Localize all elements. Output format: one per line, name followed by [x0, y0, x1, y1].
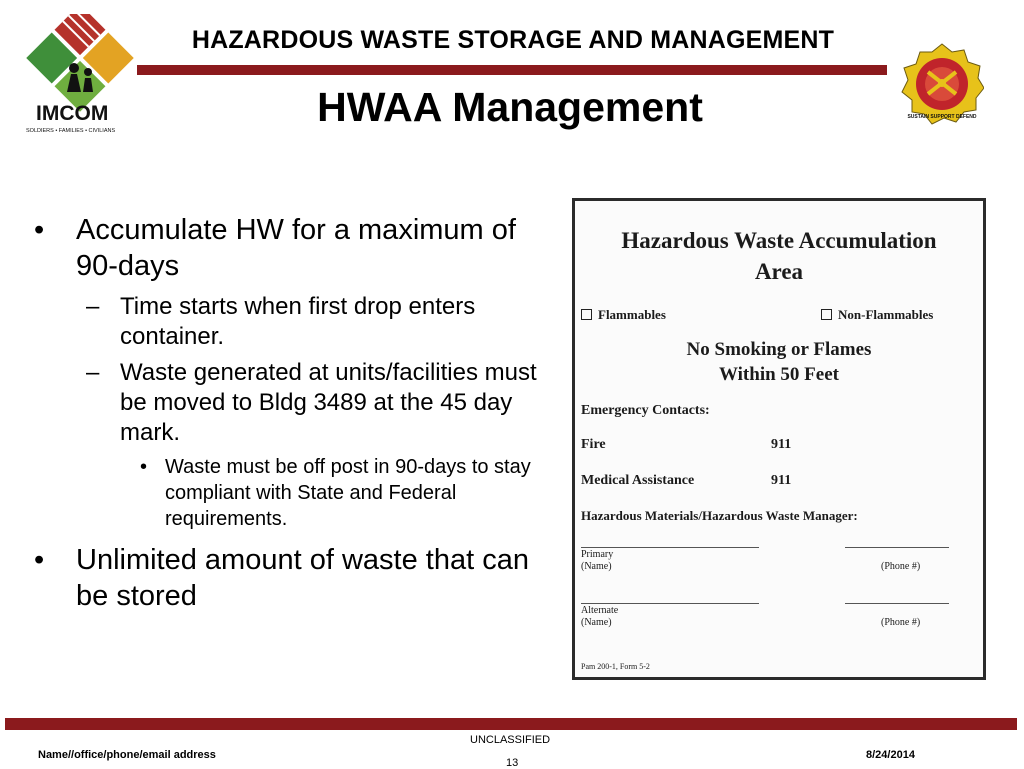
imcom-logo-tagline: SOLDIERS • FAMILIES • CIVILIANS	[26, 128, 116, 134]
alternate-phone-label: (Phone #)	[881, 617, 921, 628]
flammables-label: Flammables	[598, 307, 666, 322]
alternate-label-line1: Alternate	[581, 605, 619, 616]
sub-sub-bullet-item	[34, 454, 554, 532]
bullet-item	[34, 542, 554, 614]
sign-heading-line1: Hazardous Waste Accumulation	[621, 228, 937, 253]
checkbox-icon	[821, 309, 832, 320]
dash-mark: –	[86, 293, 100, 320]
army-insignia	[900, 42, 984, 126]
sign-heading	[575, 225, 983, 287]
imcom-logo	[22, 14, 138, 138]
header-title: HAZARDOUS WASTE STORAGE AND MANAGEMENT	[191, 26, 835, 54]
sign-heading-line2: Area	[754, 259, 804, 284]
alternate-label	[581, 605, 618, 629]
medical-number: 911	[771, 473, 792, 488]
emergency-contacts-label: Emergency Contacts:	[581, 403, 710, 418]
bullet-item	[34, 212, 554, 284]
sub-bullet-text: Time starts when first drop enters container.	[120, 293, 476, 350]
insignia-motto: SUSTAIN SUPPORT DEFEND	[907, 114, 977, 120]
non-flammables-label: Non-Flammables	[838, 307, 934, 322]
imcom-logo-name: IMCOM	[36, 102, 109, 125]
bullet-text: Accumulate HW for a maximum of 90-days	[76, 214, 516, 282]
sub-sub-bullet-text: Waste must be off post in 90-days to stay compliant with State and Federal requirements.	[165, 456, 531, 530]
alternate-phone-line	[845, 603, 949, 604]
medical-label: Medical Assistance	[581, 473, 695, 488]
footer-contact: Name//office/phone/email address	[38, 749, 216, 761]
sub-bullet-item	[34, 358, 554, 448]
fire-label: Fire	[581, 437, 606, 452]
bullet-list	[34, 212, 554, 622]
primary-label-line2: (Name)	[581, 561, 612, 572]
primary-name-line	[581, 547, 759, 548]
flammables-option	[581, 307, 666, 323]
bullet-dot: •	[140, 456, 148, 478]
checkbox-icon	[581, 309, 592, 320]
sign-warning-line2: Within 50 Feet	[719, 364, 839, 385]
manager-label: Hazardous Materials/Hazardous Waste Manager:	[581, 508, 858, 523]
bullet-text: Unlimited amount of waste that can be stored	[76, 544, 529, 612]
classification-label: UNCLASSIFIED	[470, 734, 551, 746]
sign-warning-line1: No Smoking or Flames	[686, 339, 872, 360]
alternate-label-line2: (Name)	[581, 617, 612, 628]
primary-label-line1: Primary	[581, 549, 614, 560]
non-flammables-option	[821, 307, 933, 323]
header-divider	[137, 65, 887, 75]
sub-bullet-text: Waste generated at units/facilities must be moved to Bldg 3489 at the 45 day mark.	[120, 359, 537, 446]
primary-phone-label: (Phone #)	[881, 561, 921, 572]
sub-bullet-item	[34, 292, 554, 352]
sign-warning	[575, 337, 983, 387]
bullet-dot: •	[34, 214, 45, 246]
form-number: Pam 200-1, Form 5-2	[581, 662, 650, 671]
footer-divider	[5, 718, 1017, 730]
hw-accumulation-sign	[572, 198, 986, 680]
fire-number: 911	[771, 437, 792, 452]
page-number: 13	[506, 757, 519, 769]
bullet-dot: •	[34, 544, 45, 576]
primary-label	[581, 549, 613, 573]
alternate-name-line	[581, 603, 759, 604]
primary-phone-line	[845, 547, 949, 548]
slide-title: HWAA Management	[317, 84, 703, 130]
footer-date: 8/24/2014	[866, 749, 915, 761]
dash-mark: –	[86, 359, 100, 386]
